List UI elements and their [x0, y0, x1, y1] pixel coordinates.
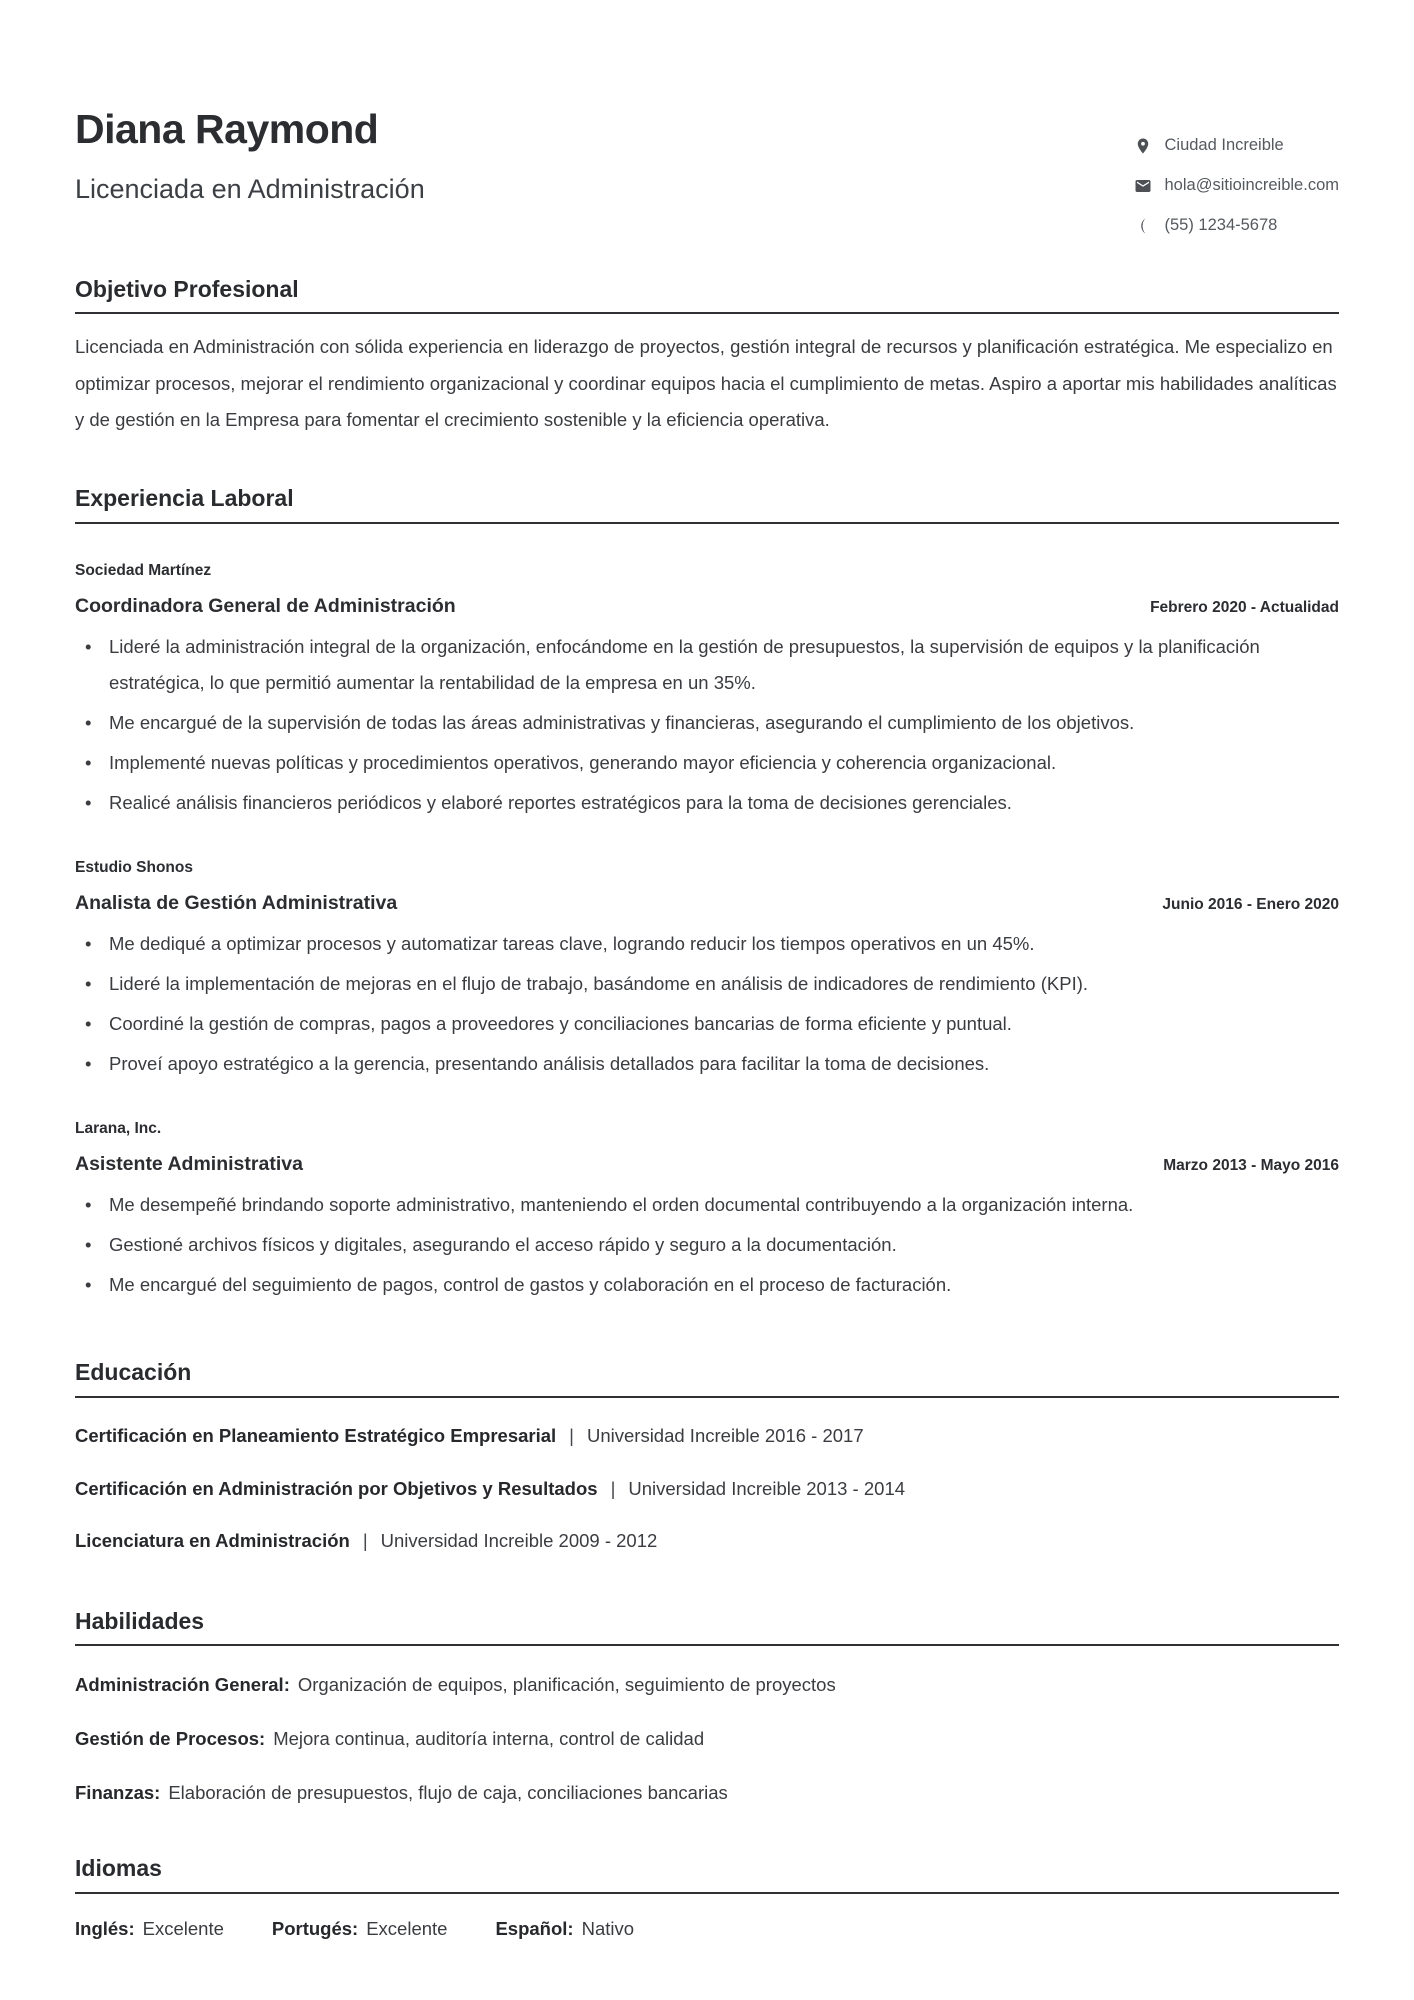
person-job-title: Licenciada en Administración: [75, 174, 425, 205]
job-title-row: [75, 1153, 1339, 1176]
language-entry: [75, 1918, 224, 1940]
job-bullet: • Gestioné archivos físicos y digitales, asegurando el acceso rápido y seguro a la documentación.: [75, 1227, 1339, 1263]
job-company: Larana, Inc.: [75, 1120, 162, 1138]
language-entry: [495, 1918, 634, 1940]
job-entry: [75, 562, 1339, 821]
job-bullet: • Lideré la implementación de mejoras en el flujo de trabajo, basándome en análisis de indicadores de rendimiento (KPI).: [75, 966, 1339, 1002]
job-dates: Marzo 2013 - Mayo 2016: [1163, 1157, 1339, 1175]
job-bullet: • Realicé análisis financieros periódicos y elaboré reportes estratégicos para la toma de decisiones gerenciales.: [75, 785, 1339, 821]
language-level: Excelente: [366, 1917, 448, 1939]
education-degree: Certificación en Planeamiento Estratégico Empresarial: [75, 1424, 557, 1446]
education-degree: Certificación en Administración por Objetivos y Resultados: [75, 1477, 598, 1499]
job-bullet: • Lideré la administración integral de la organización, enfocándome en la gestión de presupuestos, la supervisión de equipos y la planificación estratégica, lo que permitió aumentar la rentabilidad de la empresa en un 35%.: [75, 629, 1339, 701]
job-bullet-list: [75, 1187, 1339, 1303]
job-dates: Junio 2016 - Enero 2020: [1162, 895, 1339, 913]
job-entry: [75, 859, 1339, 1082]
section-experience: [75, 485, 1339, 1303]
education-school: Universidad Increible 2009 - 2012: [380, 1530, 658, 1552]
education-separator: |: [569, 1424, 574, 1446]
job-dates: Febrero 2020 - Actualidad: [1150, 598, 1339, 616]
skill-text: Mejora continua, auditoría interna, control de calidad: [273, 1727, 705, 1749]
skill-label: Finanzas:: [75, 1781, 161, 1803]
contact-email: [1134, 176, 1340, 195]
education-entry: [75, 1526, 1339, 1556]
contact-phone-text: (55) 1234-5678: [1164, 216, 1278, 234]
section-objective: [75, 276, 1339, 439]
job-title: Analista de Gestión Administrativa: [75, 891, 398, 914]
education-degree: Licenciatura en Administración: [75, 1530, 350, 1552]
job-title-row: [75, 892, 1339, 915]
language-level: Nativo: [581, 1917, 635, 1939]
location-pin-icon: [1134, 137, 1152, 155]
job-company: Estudio Shonos: [75, 858, 193, 876]
skill-label: Gestión de Procesos:: [75, 1727, 266, 1749]
education-entry: [75, 1421, 1339, 1451]
language-label: Inglés:: [75, 1917, 135, 1939]
language-level: Excelente: [142, 1917, 224, 1939]
header: [75, 106, 1339, 234]
person-name: Diana Raymond: [75, 106, 379, 152]
email-icon: [1134, 177, 1152, 195]
skill-text: Organización de equipos, planificación, seguimiento de proyectos: [297, 1674, 836, 1696]
job-bullet: • Me dediqué a optimizar procesos y automatizar tareas clave, logrando reducir los tiempos operativos en un 45%.: [75, 926, 1339, 962]
education-entry: [75, 1474, 1339, 1504]
job-bullet-list: [75, 629, 1339, 821]
job-bullet: • Implementé nuevas políticas y procedimientos operativos, generando mayor eficiencia y coherencia organizacional.: [75, 745, 1339, 781]
job-title-row: [75, 595, 1339, 618]
section-education: [75, 1359, 1339, 1555]
skill-entry: [75, 1670, 1339, 1700]
skills-heading: Habilidades: [75, 1608, 1339, 1647]
job-bullet: • Me encargué del seguimiento de pagos, control de gastos y colaboración en el proceso de facturación.: [75, 1267, 1339, 1303]
language-label: Español:: [495, 1917, 574, 1939]
education-school: Universidad Increible 2016 - 2017: [586, 1424, 864, 1446]
contact-location-text: Ciudad Increible: [1164, 136, 1284, 154]
job-bullet-list: [75, 926, 1339, 1082]
job-title: Coordinadora General de Administración: [75, 594, 456, 617]
job-bullet: • Proveí apoyo estratégico a la gerencia, presentando análisis detallados para facilitar la toma de decisiones.: [75, 1046, 1339, 1082]
languages-heading: Idiomas: [75, 1855, 1339, 1894]
job-bullet: • Me desempeñé brindando soporte administrativo, manteniendo el orden documental contribuyendo a la organización interna.: [75, 1187, 1339, 1223]
experience-heading: Experiencia Laboral: [75, 485, 1339, 524]
language-entry: [272, 1918, 448, 1940]
education-school: Universidad Increible 2013 - 2014: [628, 1477, 906, 1499]
job-bullet: • Coordiné la gestión de compras, pagos a proveedores y conciliaciones bancarias de forma eficiente y puntual.: [75, 1006, 1339, 1042]
skill-entry: [75, 1724, 1339, 1754]
languages-row: [75, 1918, 1339, 1940]
job-title: Asistente Administrativa: [75, 1153, 303, 1176]
contact-info: [1134, 136, 1340, 235]
education-separator: |: [610, 1477, 616, 1499]
objective-text: Licenciada en Administración con sólida experiencia en liderazgo de proyectos, gestión integral de recursos y planificación estratégica. Me especializo en optimizar procesos, mejorar el rendimiento organizacional y coordinar equipos hacia el cumplimiento de metas. Aspiro a aportar mis habilidades analíticas y de gestión en la Empresa para fomentar el crecimiento sostenible y la eficiencia operativa.: [75, 336, 1337, 431]
job-company: Sociedad Martínez: [75, 561, 212, 579]
skill-entry: [75, 1778, 1339, 1808]
section-languages: [75, 1855, 1339, 1940]
education-separator: |: [362, 1530, 368, 1552]
contact-phone: [1134, 216, 1340, 235]
section-skills: [75, 1608, 1339, 1807]
language-label: Portugés:: [271, 1917, 359, 1939]
phone-icon: [1134, 217, 1152, 235]
education-heading: Educación: [75, 1359, 1339, 1398]
skill-label: Administración General:: [75, 1674, 290, 1696]
job-entry: [75, 1120, 1339, 1303]
objective-heading: Objetivo Profesional: [75, 276, 1339, 315]
job-bullet: • Me encargué de la supervisión de todas las áreas administrativas y financieras, asegurando el cumplimiento de los objetivos.: [75, 705, 1339, 741]
skill-text: Elaboración de presupuestos, flujo de caja, conciliaciones bancarias: [168, 1781, 728, 1803]
contact-location: [1134, 136, 1340, 155]
contact-email-text: hola@sitioincreible.com: [1164, 176, 1339, 194]
